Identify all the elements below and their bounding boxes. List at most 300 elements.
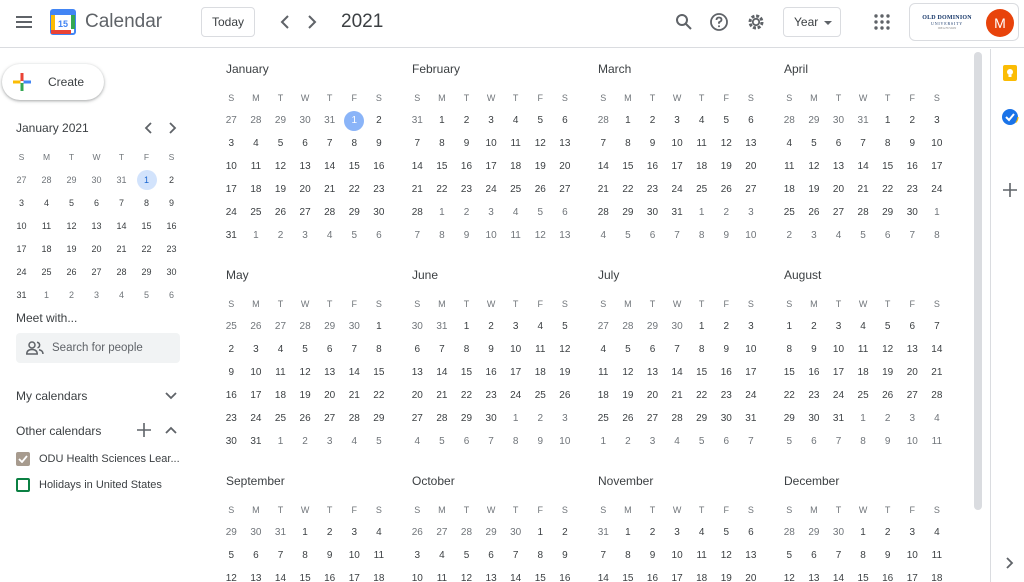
day-cell[interactable] xyxy=(503,317,528,337)
day-cell[interactable] xyxy=(591,386,616,406)
day-cell[interactable] xyxy=(219,546,244,566)
day-cell[interactable] xyxy=(777,523,802,543)
mini-day[interactable] xyxy=(9,193,34,213)
next-period-button[interactable] xyxy=(300,10,324,34)
day-cell[interactable] xyxy=(714,111,739,131)
day-cell[interactable] xyxy=(503,386,528,406)
day-cell[interactable] xyxy=(616,546,641,566)
day-cell[interactable] xyxy=(875,203,900,223)
day-cell[interactable] xyxy=(244,409,269,429)
day-cell[interactable] xyxy=(454,546,479,566)
day-cell[interactable] xyxy=(454,203,479,223)
day-cell[interactable] xyxy=(528,157,553,177)
day-cell[interactable] xyxy=(616,569,641,582)
day-cell[interactable] xyxy=(342,409,367,429)
day-cell[interactable] xyxy=(244,134,269,154)
today-button[interactable]: Today xyxy=(201,7,255,37)
day-cell[interactable] xyxy=(875,432,900,452)
day-cell[interactable] xyxy=(268,523,293,543)
day-cell[interactable] xyxy=(875,317,900,337)
day-cell[interactable] xyxy=(689,111,714,131)
day-cell[interactable] xyxy=(219,363,244,383)
day-cell[interactable] xyxy=(503,546,528,566)
day-cell[interactable] xyxy=(739,317,764,337)
day-cell[interactable] xyxy=(293,111,318,131)
day-cell[interactable] xyxy=(826,569,851,582)
day-cell[interactable] xyxy=(802,569,827,582)
create-button[interactable] xyxy=(2,64,104,100)
day-cell[interactable] xyxy=(826,226,851,246)
day-cell[interactable] xyxy=(405,523,430,543)
day-cell[interactable] xyxy=(219,111,244,131)
day-cell[interactable] xyxy=(367,317,392,337)
day-cell[interactable] xyxy=(430,111,455,131)
day-cell[interactable] xyxy=(342,523,367,543)
day-cell[interactable] xyxy=(665,523,690,543)
mini-day[interactable] xyxy=(9,170,34,190)
day-cell[interactable] xyxy=(826,546,851,566)
day-cell[interactable] xyxy=(739,386,764,406)
day-cell[interactable] xyxy=(826,111,851,131)
day-cell[interactable] xyxy=(777,180,802,200)
day-cell[interactable] xyxy=(342,569,367,582)
day-cell[interactable] xyxy=(591,432,616,452)
day-cell[interactable] xyxy=(317,134,342,154)
day-cell[interactable] xyxy=(528,134,553,154)
day-cell[interactable] xyxy=(616,386,641,406)
day-cell[interactable] xyxy=(714,386,739,406)
day-cell[interactable] xyxy=(293,340,318,360)
day-cell[interactable] xyxy=(616,340,641,360)
day-cell[interactable] xyxy=(219,226,244,246)
keep-button[interactable] xyxy=(1001,64,1019,82)
day-cell[interactable] xyxy=(640,409,665,429)
day-cell[interactable] xyxy=(342,432,367,452)
day-cell[interactable] xyxy=(689,363,714,383)
mini-day[interactable] xyxy=(84,170,109,190)
day-cell[interactable] xyxy=(219,409,244,429)
day-cell[interactable] xyxy=(244,226,269,246)
day-cell[interactable] xyxy=(479,363,504,383)
day-cell[interactable] xyxy=(777,409,802,429)
day-cell[interactable] xyxy=(528,363,553,383)
day-cell[interactable] xyxy=(430,157,455,177)
day-cell[interactable] xyxy=(665,111,690,131)
day-cell[interactable] xyxy=(900,180,925,200)
day-cell[interactable] xyxy=(900,546,925,566)
day-cell[interactable] xyxy=(689,340,714,360)
day-cell[interactable] xyxy=(268,340,293,360)
day-cell[interactable] xyxy=(591,203,616,223)
month-title[interactable]: January xyxy=(226,62,269,76)
day-cell[interactable] xyxy=(454,134,479,154)
day-cell[interactable] xyxy=(900,157,925,177)
day-cell[interactable] xyxy=(739,111,764,131)
day-cell[interactable] xyxy=(826,386,851,406)
day-cell[interactable] xyxy=(219,523,244,543)
day-cell[interactable] xyxy=(479,569,504,582)
mini-day[interactable] xyxy=(34,216,59,236)
get-add-ons-button[interactable] xyxy=(1001,181,1019,199)
day-cell[interactable] xyxy=(714,363,739,383)
day-cell[interactable] xyxy=(851,340,876,360)
day-cell[interactable] xyxy=(689,317,714,337)
mini-day[interactable] xyxy=(9,262,34,282)
day-cell[interactable] xyxy=(826,409,851,429)
add-other-calendar-button[interactable] xyxy=(136,422,152,438)
day-cell[interactable] xyxy=(268,409,293,429)
day-cell[interactable] xyxy=(689,546,714,566)
day-cell[interactable] xyxy=(503,569,528,582)
day-cell[interactable] xyxy=(553,157,578,177)
day-cell[interactable] xyxy=(777,226,802,246)
day-cell[interactable] xyxy=(528,226,553,246)
day-cell[interactable] xyxy=(875,134,900,154)
day-cell[interactable] xyxy=(293,523,318,543)
day-cell[interactable] xyxy=(826,134,851,154)
day-cell[interactable] xyxy=(553,317,578,337)
day-cell[interactable] xyxy=(405,226,430,246)
my-calendars-heading[interactable]: My calendars xyxy=(16,389,88,403)
day-cell[interactable] xyxy=(503,432,528,452)
day-cell[interactable] xyxy=(503,203,528,223)
day-cell[interactable] xyxy=(714,432,739,452)
day-cell[interactable] xyxy=(665,409,690,429)
day-cell[interactable] xyxy=(479,317,504,337)
day-cell[interactable] xyxy=(367,569,392,582)
day-cell[interactable] xyxy=(454,226,479,246)
mini-day[interactable] xyxy=(134,216,159,236)
day-cell[interactable] xyxy=(317,111,342,131)
day-cell[interactable] xyxy=(244,180,269,200)
day-cell[interactable] xyxy=(268,180,293,200)
day-cell[interactable] xyxy=(900,226,925,246)
day-cell[interactable] xyxy=(900,317,925,337)
day-cell[interactable] xyxy=(430,363,455,383)
month-title[interactable]: October xyxy=(412,474,455,488)
day-cell[interactable] xyxy=(317,317,342,337)
day-cell[interactable] xyxy=(528,409,553,429)
day-cell[interactable] xyxy=(503,180,528,200)
day-cell[interactable] xyxy=(244,157,269,177)
day-cell[interactable] xyxy=(430,317,455,337)
day-cell[interactable] xyxy=(689,180,714,200)
day-cell[interactable] xyxy=(317,569,342,582)
day-cell[interactable] xyxy=(317,432,342,452)
day-cell[interactable] xyxy=(405,546,430,566)
day-cell[interactable] xyxy=(900,111,925,131)
day-cell[interactable] xyxy=(367,363,392,383)
day-cell[interactable] xyxy=(293,546,318,566)
day-cell[interactable] xyxy=(616,157,641,177)
day-cell[interactable] xyxy=(405,432,430,452)
day-cell[interactable] xyxy=(479,386,504,406)
other-calendars-toggle[interactable] xyxy=(163,422,179,438)
day-cell[interactable] xyxy=(851,203,876,223)
day-cell[interactable] xyxy=(293,317,318,337)
day-cell[interactable] xyxy=(714,180,739,200)
day-cell[interactable] xyxy=(925,569,950,582)
day-cell[interactable] xyxy=(925,386,950,406)
day-cell[interactable] xyxy=(739,203,764,223)
day-cell[interactable] xyxy=(616,111,641,131)
day-cell[interactable] xyxy=(777,134,802,154)
day-cell[interactable] xyxy=(900,134,925,154)
day-cell[interactable] xyxy=(851,409,876,429)
day-cell[interactable] xyxy=(219,432,244,452)
day-cell[interactable] xyxy=(367,157,392,177)
day-cell[interactable] xyxy=(219,134,244,154)
day-cell[interactable] xyxy=(802,363,827,383)
day-cell[interactable] xyxy=(553,180,578,200)
day-cell[interactable] xyxy=(503,363,528,383)
month-title[interactable]: November xyxy=(598,474,654,488)
day-cell[interactable] xyxy=(591,111,616,131)
mini-day[interactable] xyxy=(34,193,59,213)
day-cell[interactable] xyxy=(219,340,244,360)
day-cell[interactable] xyxy=(777,363,802,383)
day-cell[interactable] xyxy=(342,386,367,406)
day-cell[interactable] xyxy=(851,180,876,200)
calendar-logo-icon[interactable] xyxy=(50,9,76,35)
day-cell[interactable] xyxy=(640,317,665,337)
day-cell[interactable] xyxy=(802,157,827,177)
day-cell[interactable] xyxy=(342,134,367,154)
day-cell[interactable] xyxy=(900,386,925,406)
day-cell[interactable] xyxy=(616,432,641,452)
calendar-checkbox[interactable] xyxy=(16,452,30,466)
day-cell[interactable] xyxy=(802,432,827,452)
day-cell[interactable] xyxy=(503,134,528,154)
mini-day[interactable] xyxy=(59,239,84,259)
day-cell[interactable] xyxy=(875,569,900,582)
day-cell[interactable] xyxy=(244,523,269,543)
day-cell[interactable] xyxy=(665,386,690,406)
day-cell[interactable] xyxy=(430,386,455,406)
mini-calendar-prev-button[interactable] xyxy=(139,119,157,137)
day-cell[interactable] xyxy=(342,317,367,337)
mini-day[interactable] xyxy=(159,285,184,305)
mini-day[interactable] xyxy=(159,262,184,282)
mini-day[interactable] xyxy=(59,262,84,282)
day-cell[interactable] xyxy=(479,157,504,177)
day-cell[interactable] xyxy=(900,432,925,452)
day-cell[interactable] xyxy=(244,340,269,360)
day-cell[interactable] xyxy=(616,363,641,383)
day-cell[interactable] xyxy=(900,409,925,429)
day-cell[interactable] xyxy=(430,432,455,452)
mini-day[interactable] xyxy=(59,285,84,305)
month-title[interactable]: December xyxy=(784,474,840,488)
day-cell[interactable] xyxy=(875,409,900,429)
day-cell[interactable] xyxy=(665,180,690,200)
day-cell[interactable] xyxy=(317,363,342,383)
day-cell[interactable] xyxy=(665,157,690,177)
day-cell[interactable] xyxy=(405,409,430,429)
day-cell[interactable] xyxy=(689,386,714,406)
day-cell[interactable] xyxy=(689,432,714,452)
day-cell[interactable] xyxy=(268,111,293,131)
day-cell[interactable] xyxy=(430,546,455,566)
day-cell[interactable] xyxy=(244,317,269,337)
day-cell[interactable] xyxy=(714,134,739,154)
day-cell[interactable] xyxy=(640,134,665,154)
day-cell[interactable] xyxy=(405,111,430,131)
day-cell[interactable] xyxy=(405,569,430,582)
mini-day[interactable] xyxy=(9,239,34,259)
day-cell[interactable] xyxy=(268,317,293,337)
day-cell[interactable] xyxy=(430,203,455,223)
day-cell[interactable] xyxy=(777,569,802,582)
day-cell[interactable] xyxy=(714,226,739,246)
day-cell[interactable] xyxy=(591,317,616,337)
day-cell[interactable] xyxy=(317,409,342,429)
day-cell[interactable] xyxy=(503,409,528,429)
other-calendars-heading[interactable]: Other calendars xyxy=(16,424,102,438)
day-cell[interactable] xyxy=(454,363,479,383)
day-cell[interactable] xyxy=(640,386,665,406)
day-cell[interactable] xyxy=(714,203,739,223)
mini-day[interactable] xyxy=(159,216,184,236)
day-cell[interactable] xyxy=(454,111,479,131)
day-cell[interactable] xyxy=(900,569,925,582)
day-cell[interactable] xyxy=(503,340,528,360)
day-cell[interactable] xyxy=(851,386,876,406)
month-title[interactable]: August xyxy=(784,268,822,282)
day-cell[interactable] xyxy=(367,340,392,360)
day-cell[interactable] xyxy=(479,523,504,543)
day-cell[interactable] xyxy=(616,180,641,200)
day-cell[interactable] xyxy=(430,523,455,543)
month-title[interactable]: July xyxy=(598,268,620,282)
mini-day[interactable] xyxy=(159,239,184,259)
day-cell[interactable] xyxy=(317,203,342,223)
day-cell[interactable] xyxy=(851,134,876,154)
day-cell[interactable] xyxy=(802,111,827,131)
previous-period-button[interactable] xyxy=(273,10,297,34)
day-cell[interactable] xyxy=(777,203,802,223)
day-cell[interactable] xyxy=(293,386,318,406)
day-cell[interactable] xyxy=(405,363,430,383)
help-button[interactable] xyxy=(707,10,731,34)
day-cell[interactable] xyxy=(367,386,392,406)
day-cell[interactable] xyxy=(851,157,876,177)
day-cell[interactable] xyxy=(219,569,244,582)
day-cell[interactable] xyxy=(553,340,578,360)
day-cell[interactable] xyxy=(616,203,641,223)
calendar-checkbox[interactable] xyxy=(16,478,30,492)
day-cell[interactable] xyxy=(454,386,479,406)
search-people-input[interactable] xyxy=(16,333,180,363)
day-cell[interactable] xyxy=(479,134,504,154)
day-cell[interactable] xyxy=(528,317,553,337)
day-cell[interactable] xyxy=(739,226,764,246)
day-cell[interactable] xyxy=(367,180,392,200)
day-cell[interactable] xyxy=(689,409,714,429)
day-cell[interactable] xyxy=(268,386,293,406)
day-cell[interactable] xyxy=(553,386,578,406)
day-cell[interactable] xyxy=(640,180,665,200)
day-cell[interactable] xyxy=(454,317,479,337)
day-cell[interactable] xyxy=(925,340,950,360)
mini-day[interactable] xyxy=(109,193,134,213)
day-cell[interactable] xyxy=(479,546,504,566)
day-cell[interactable] xyxy=(367,432,392,452)
day-cell[interactable] xyxy=(479,432,504,452)
day-cell[interactable] xyxy=(528,203,553,223)
day-cell[interactable] xyxy=(430,569,455,582)
day-cell[interactable] xyxy=(739,157,764,177)
day-cell[interactable] xyxy=(851,523,876,543)
day-cell[interactable] xyxy=(925,180,950,200)
day-cell[interactable] xyxy=(665,340,690,360)
day-cell[interactable] xyxy=(317,340,342,360)
day-cell[interactable] xyxy=(244,546,269,566)
day-cell[interactable] xyxy=(802,317,827,337)
mini-day[interactable] xyxy=(34,285,59,305)
day-cell[interactable] xyxy=(826,523,851,543)
day-cell[interactable] xyxy=(739,569,764,582)
show-side-panel-button[interactable] xyxy=(1001,554,1019,572)
day-cell[interactable] xyxy=(317,226,342,246)
day-cell[interactable] xyxy=(925,111,950,131)
day-cell[interactable] xyxy=(553,546,578,566)
day-cell[interactable] xyxy=(826,180,851,200)
day-cell[interactable] xyxy=(777,111,802,131)
month-title[interactable]: March xyxy=(598,62,632,76)
day-cell[interactable] xyxy=(317,523,342,543)
month-title[interactable]: May xyxy=(226,268,249,282)
day-cell[interactable] xyxy=(591,569,616,582)
day-cell[interactable] xyxy=(851,111,876,131)
mini-day[interactable] xyxy=(159,170,184,190)
day-cell[interactable] xyxy=(875,340,900,360)
calendar-item-holidays-us[interactable] xyxy=(16,475,162,495)
day-cell[interactable] xyxy=(616,523,641,543)
day-cell[interactable] xyxy=(430,180,455,200)
day-cell[interactable] xyxy=(665,317,690,337)
day-cell[interactable] xyxy=(268,157,293,177)
day-cell[interactable] xyxy=(739,523,764,543)
day-cell[interactable] xyxy=(367,546,392,566)
day-cell[interactable] xyxy=(367,134,392,154)
mini-day-selected[interactable] xyxy=(134,170,159,190)
day-cell[interactable] xyxy=(430,340,455,360)
day-cell[interactable] xyxy=(739,546,764,566)
day-cell[interactable] xyxy=(405,203,430,223)
day-cell[interactable] xyxy=(802,340,827,360)
month-title[interactable]: April xyxy=(784,62,809,76)
day-cell[interactable] xyxy=(503,226,528,246)
mini-day[interactable] xyxy=(84,285,109,305)
month-title[interactable]: February xyxy=(412,62,461,76)
day-cell[interactable] xyxy=(454,523,479,543)
day-cell[interactable] xyxy=(802,409,827,429)
mini-day[interactable] xyxy=(84,262,109,282)
day-cell[interactable] xyxy=(714,546,739,566)
day-cell[interactable] xyxy=(777,157,802,177)
day-cell[interactable] xyxy=(454,157,479,177)
day-cell[interactable] xyxy=(616,226,641,246)
settings-button[interactable] xyxy=(744,10,768,34)
day-cell[interactable] xyxy=(528,546,553,566)
day-cell[interactable] xyxy=(925,546,950,566)
day-cell[interactable] xyxy=(317,180,342,200)
day-cell[interactable] xyxy=(665,203,690,223)
day-cell[interactable] xyxy=(616,409,641,429)
mini-day[interactable] xyxy=(84,193,109,213)
day-cell[interactable] xyxy=(342,226,367,246)
